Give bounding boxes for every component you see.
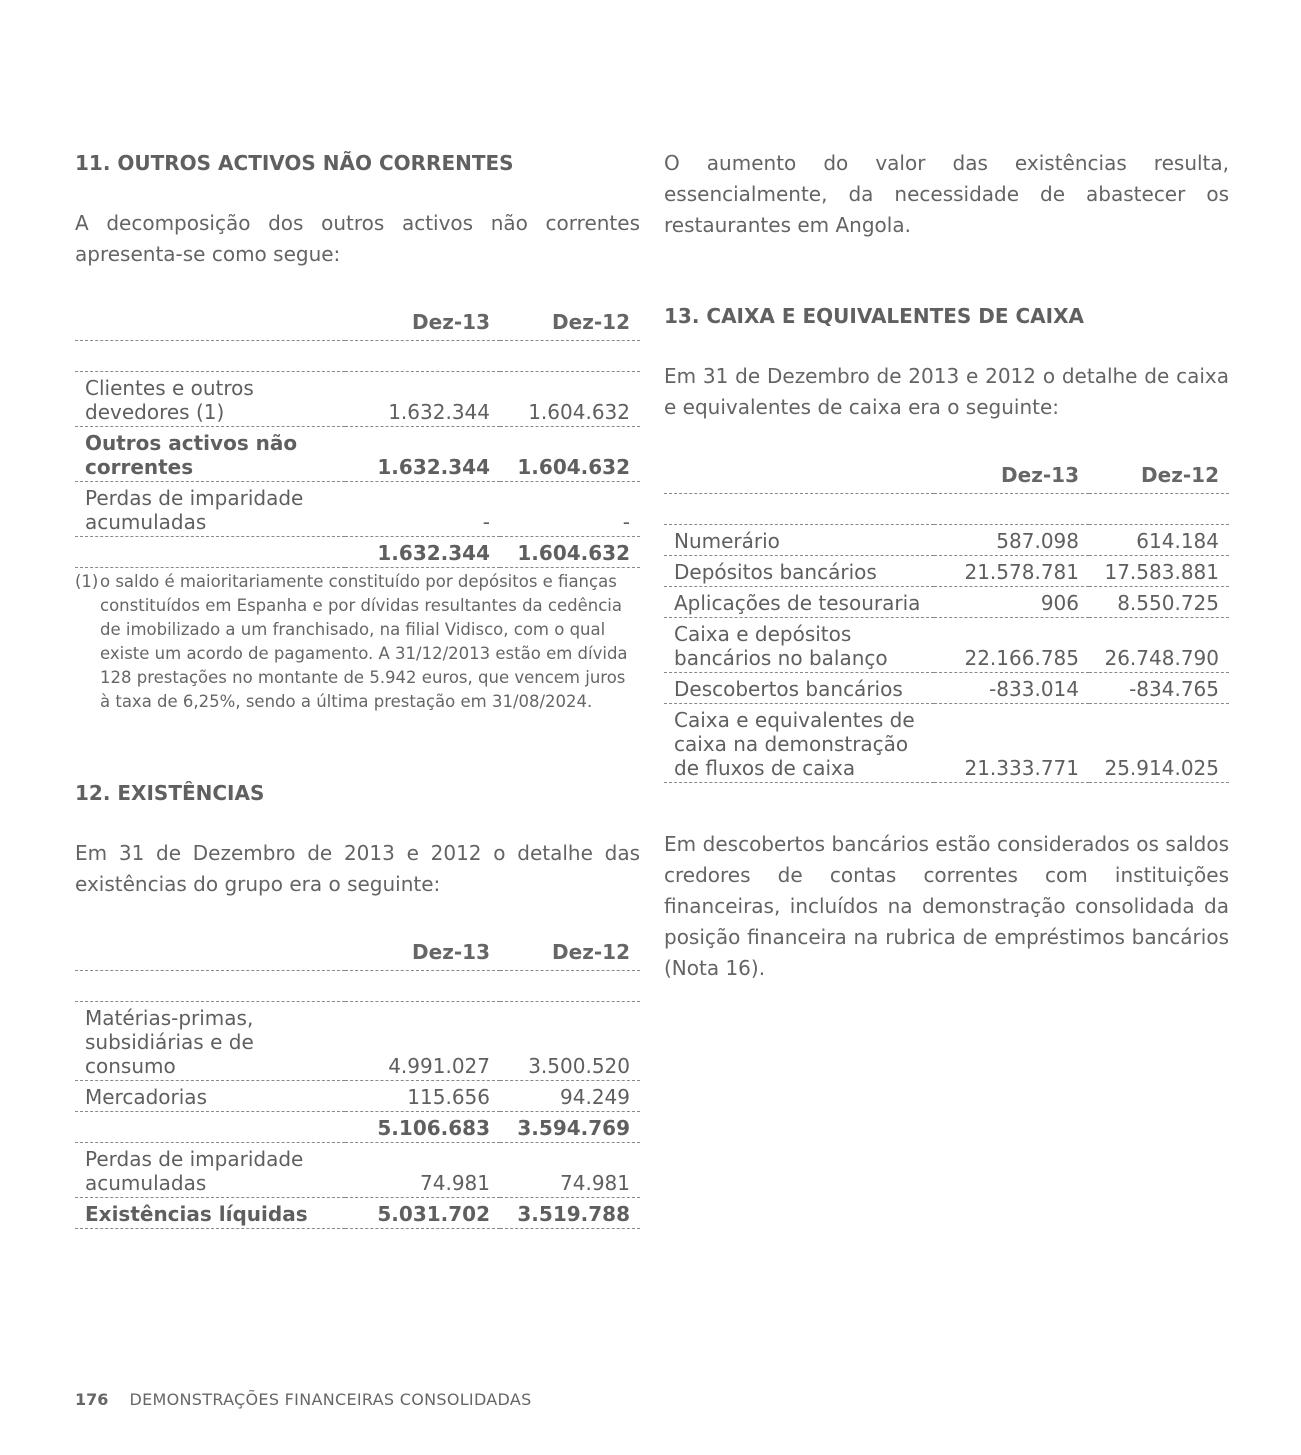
table-header-row [664,459,1229,494]
row-value-dez13: 5.106.683 [345,1112,500,1143]
table-subtotal-row [75,1112,640,1143]
row-value-dez12: 3.594.769 [500,1112,640,1143]
row-label: Aplicações de tesouraria [664,587,934,618]
row-value-dez12: 614.184 [1089,525,1229,556]
table-row [664,525,1229,556]
row-value-dez13: 74.981 [345,1143,500,1198]
row-value-dez13: 115.656 [345,1081,500,1112]
table-row [75,1002,640,1081]
table-total-row [75,537,640,568]
table-spacer-row [75,341,640,372]
row-value-dez13: 587.098 [934,525,1089,556]
table-spacer-row [75,971,640,1002]
row-label: Clientes e outros devedores (1) [75,372,345,427]
outros-activos-table [75,306,640,568]
table-header-row [75,306,640,341]
row-value-dez13: 21.333.771 [934,704,1089,783]
row-value-dez13: 1.632.344 [345,372,500,427]
row-value-dez12: 25.914.025 [1089,704,1229,783]
table-header-row [75,936,640,971]
row-value-dez12: 8.550.725 [1089,587,1229,618]
row-label: Existências líquidas [75,1198,345,1229]
row-label: Perdas de imparidade acumuladas [75,1143,345,1198]
row-label: Matérias-primas, subsidiárias e de consumo [75,1002,345,1081]
col-header-dez12: Dez-12 [500,936,640,971]
row-value-dez12: -834.765 [1089,673,1229,704]
section-13-title: 13. CAIXA E EQUIVALENTES DE CAIXA [664,304,1084,328]
table-row [664,704,1229,783]
caixa-table [664,459,1229,783]
table-row [664,556,1229,587]
row-value-dez12: 1.604.632 [500,427,640,482]
row-label: Caixa e depósitos bancários no balanço [664,618,934,673]
row-value-dez12: 94.249 [500,1081,640,1112]
table-row [75,1081,640,1112]
existencias-table [75,936,640,1229]
footnote-text: o saldo é maioritariamente constituído por depósitos e fianças constituídos em Espanha e por dívidas resultantes da cedência de imobilizado a um franchisado, na filial Vidisco, com o qual existe um acordo de pagamento. A 31/12/2013 estão em dívida 128 prestações no montante de 5.942 euros, que vencem juros à taxa de 6,25%, sendo a última prestação em 31/08/2024. [100,572,628,711]
section-12-title: 12. EXISTÊNCIAS [75,781,265,805]
col-header-dez12: Dez-12 [1089,459,1229,494]
section-13-closing: Em descobertos bancários estão considerados os saldos credores de contas correntes com instituições financeiras, incluídos na demonstração consolidada da posição financeira na rubrica de empréstimos bancários (Nota 16). [664,832,1229,980]
row-value-dez12: - [500,482,640,537]
left-column [75,148,640,1229]
row-value-dez13: -833.014 [934,673,1089,704]
page-number: 176 [75,1390,109,1409]
row-value-dez12: 74.981 [500,1143,640,1198]
row-label: Perdas de imparidade acumuladas [75,482,345,537]
row-value-dez13: - [345,482,500,537]
row-label [75,1112,345,1143]
footnote-mark: (1) [75,572,99,591]
row-value-dez12: 1.604.632 [500,537,640,568]
row-value-dez13: 22.166.785 [934,618,1089,673]
table-row [664,587,1229,618]
existencias-comment: O aumento do valor das existências resulta, essencialmente, da necessidade de abastecer os restaurantes em Angola. [664,151,1229,237]
row-value-dez13: 1.632.344 [345,537,500,568]
row-label: Depósitos bancários [664,556,934,587]
table-row [75,372,640,427]
col-header-dez13: Dez-13 [345,936,500,971]
footer-title: DEMONSTRAÇÕES FINANCEIRAS CONSOLIDADAS [129,1390,532,1409]
row-label: Descobertos bancários [664,673,934,704]
col-header-dez12: Dez-12 [500,306,640,341]
row-value-dez13: 5.031.702 [345,1198,500,1229]
section-11-title: 11. OUTROS ACTIVOS NÃO CORRENTES [75,151,514,175]
section-11-intro: A decomposição dos outros activos não correntes apresenta-se como segue: [75,211,640,266]
page-footer [75,1390,532,1409]
section-13-intro: Em 31 de Dezembro de 2013 e 2012 o detalhe de caixa e equivalentes de caixa era o seguinte: [664,364,1229,419]
table-row [664,618,1229,673]
row-value-dez13: 4.991.027 [345,1002,500,1081]
row-value-dez12: 26.748.790 [1089,618,1229,673]
footnote [75,570,640,714]
row-value-dez12: 17.583.881 [1089,556,1229,587]
col-header-dez13: Dez-13 [345,306,500,341]
row-label [75,537,345,568]
table-row [75,482,640,537]
row-label: Mercadorias [75,1081,345,1112]
table-row [75,1143,640,1198]
row-value-dez12: 1.604.632 [500,372,640,427]
row-value-dez12: 3.519.788 [500,1198,640,1229]
row-value-dez12: 3.500.520 [500,1002,640,1081]
row-label: Caixa e equivalentes de caixa na demonstração de fluxos de caixa [664,704,934,783]
table-row [75,427,640,482]
section-12-intro: Em 31 de Dezembro de 2013 e 2012 o detalhe das existências do grupo era o seguinte: [75,841,640,896]
table-spacer-row [664,494,1229,525]
row-value-dez13: 21.578.781 [934,556,1089,587]
row-value-dez13: 1.632.344 [345,427,500,482]
col-header-dez13: Dez-13 [934,459,1089,494]
row-value-dez13: 906 [934,587,1089,618]
table-total-row [75,1198,640,1229]
table-row [664,673,1229,704]
right-column [664,148,1229,984]
row-label: Numerário [664,525,934,556]
row-label: Outros activos não correntes [75,427,345,482]
